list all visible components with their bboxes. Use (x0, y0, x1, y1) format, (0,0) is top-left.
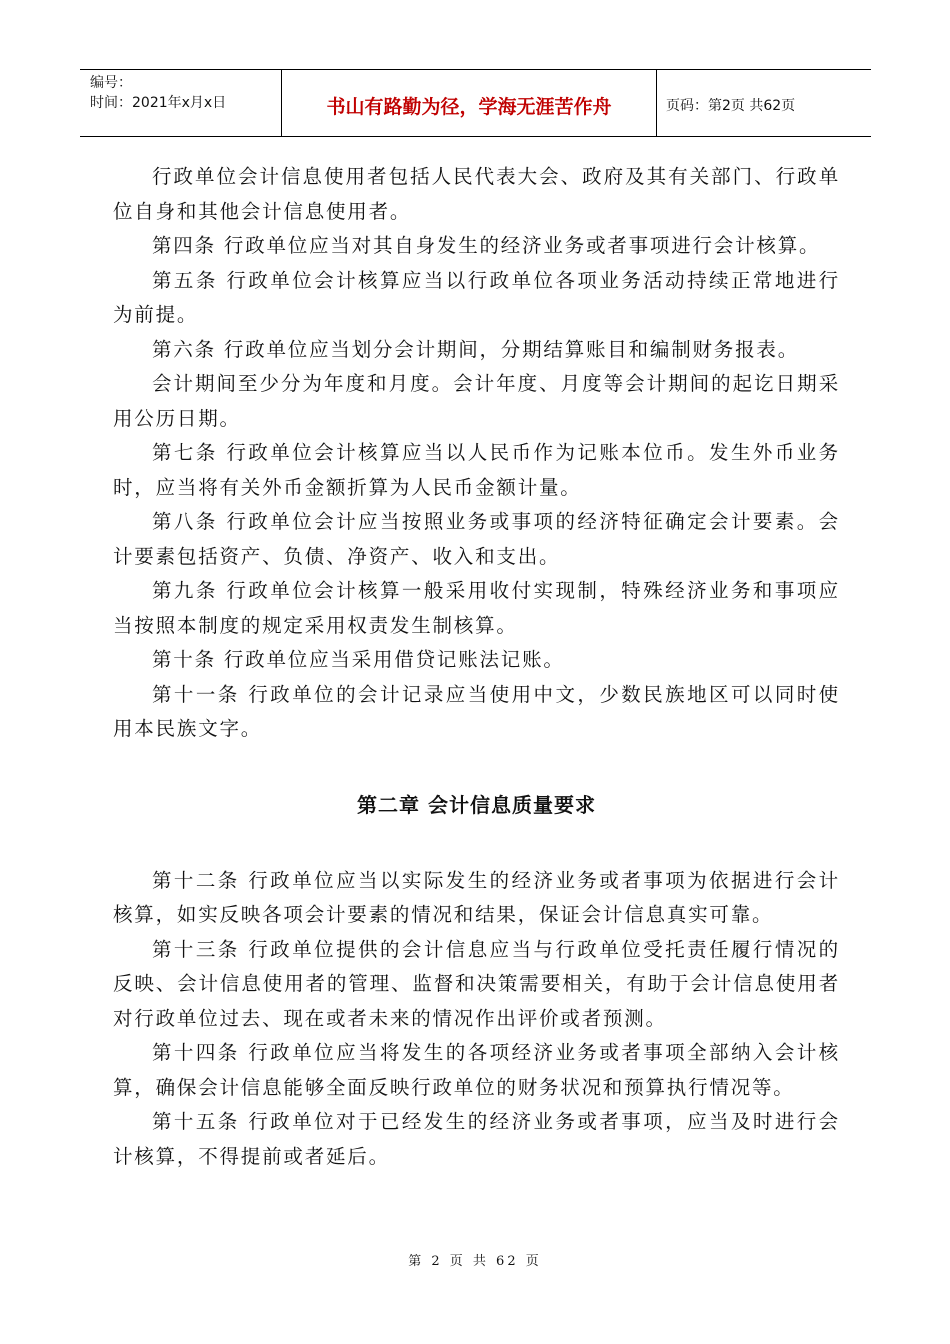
body-paragraph: 第九条 行政单位会计核算一般采用收付实现制，特殊经济业务和事项应当按照本制度的规定采用权责发生制核算。 (113, 579, 840, 637)
page-footer: 第 2 页 共 62 页 (408, 1254, 542, 1269)
body-paragraph: 第四条 行政单位应当对其自身发生的经济业务或者事项进行会计核算。 (152, 234, 821, 257)
page-header (80, 69, 871, 137)
body-paragraph: 会计期间至少分为年度和月度。会计年度、月度等会计期间的起讫日期采用公历日期。 (113, 372, 840, 430)
body-paragraph: 第五条 行政单位会计核算应当以行政单位各项业务活动持续正常地进行为前提。 (113, 268, 840, 326)
body-paragraph: 第七条 行政单位会计核算应当以人民币作为记账本位币。发生外币业务时，应当将有关外币金额折算为人民币金额计量。 (113, 441, 840, 499)
document-number-label: 编号： (90, 75, 132, 91)
body-paragraph: 第十条 行政单位应当采用借贷记账法记账。 (152, 648, 565, 671)
header-meta-cell (80, 70, 282, 136)
body-paragraph: 第八条 行政单位会计应当按照业务或事项的经济特征确定会计要素。会计要素包括资产、负债、净资产、收入和支出。 (113, 510, 840, 568)
chapter-heading: 第二章 会计信息质量要求 (357, 792, 596, 817)
document-body (113, 160, 840, 1174)
body-paragraph: 第十四条 行政单位应当将发生的各项经济业务或者事项全部纳入会计核算，确保会计信息能够全面反映行政单位的财务状况和预算执行情况等。 (113, 1041, 840, 1099)
body-paragraph: 第十五条 行政单位对于已经发生的经济业务或者事项，应当及时进行会计核算，不得提前或者延后。 (113, 1110, 840, 1168)
body-paragraph: 行政单位会计信息使用者包括人民代表大会、政府及其有关部门、行政单位自身和其他会计信息使用者。 (113, 165, 840, 223)
header-motto: 书山有路勤为径，学海无涯苦作舟 (282, 70, 657, 136)
body-paragraph: 第十二条 行政单位应当以实际发生的经济业务或者事项为依据进行会计核算，如实反映各项会计要素的情况和结果，保证会计信息真实可靠。 (113, 868, 840, 926)
body-paragraph: 第六条 行政单位应当划分会计期间，分期结算账目和编制财务报表。 (152, 337, 799, 361)
header-page-info: 页码：第2页 共62页 (666, 98, 796, 114)
document-date-label: 时间：2021年x月x日 (90, 95, 227, 111)
body-paragraph: 第十三条 行政单位提供的会计信息应当与行政单位受托责任履行情况的反映、会计信息使用者的管理、监督和决策需要相关，有助于会计信息使用者对行政单位过去、现在或者未来的情况作出评价或者预测。 (113, 937, 840, 1030)
body-paragraph: 第十一条 行政单位的会计记录应当使用中文，少数民族地区可以同时使用本民族文字。 (113, 682, 840, 740)
